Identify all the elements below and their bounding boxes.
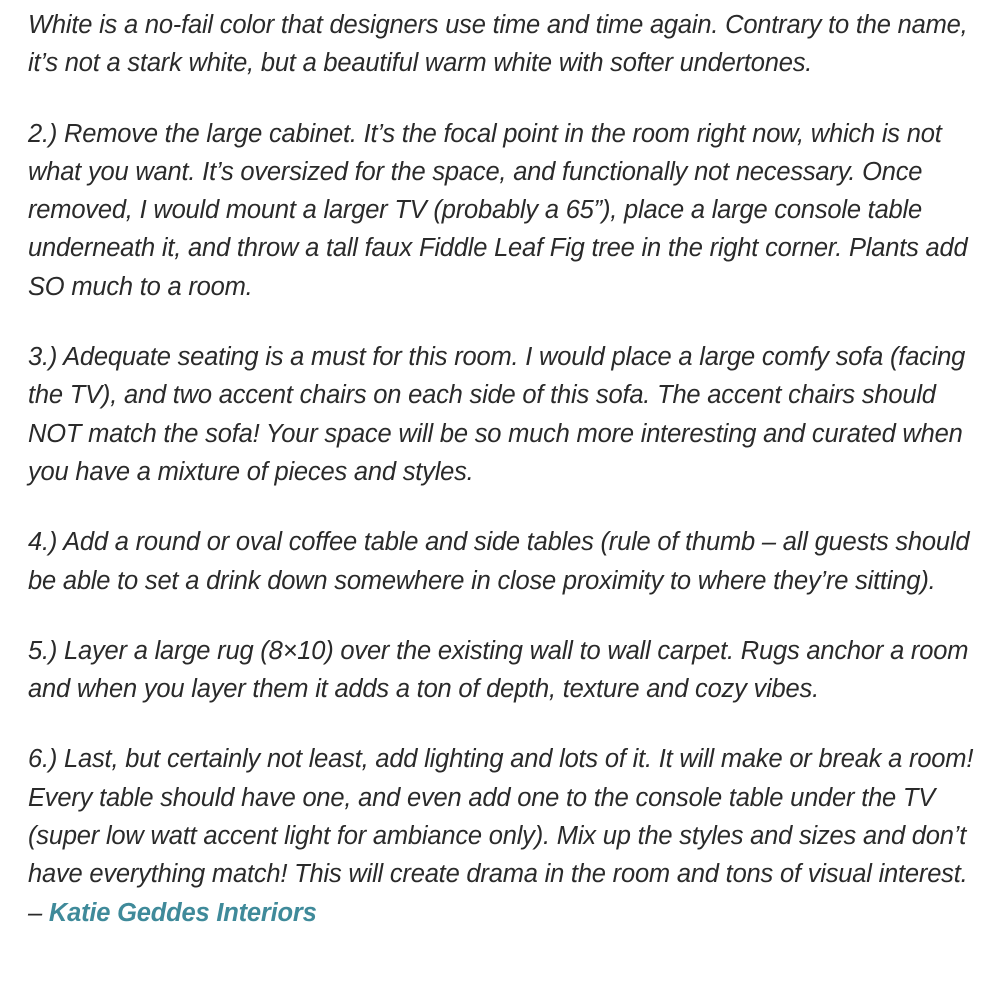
katie-geddes-interiors-link[interactable]: Katie Geddes Interiors <box>48 898 317 927</box>
paragraph-tip-4: 4.) Add a round or oval coffee table and side tables (rule of thumb – all guests should be able to set a drink down somewhere in close proximity to where they’re sitting). <box>28 528 970 595</box>
paragraph-intro: White is a no-fail color that designers use time and time again. Contrary to the name, it’s not a stark white, but a beautiful warm white with softer undertones. <box>28 11 968 78</box>
paragraph-tip-5: 5.) Layer a large rug (8×10) over the existing wall to wall carpet. Rugs anchor a room and when you layer them it adds a ton of depth, texture and cozy vibes. <box>28 636 969 704</box>
article-body <box>28 6 978 932</box>
paragraph-tip-2: 2.) Remove the large cabinet. It’s the focal point in the room right now, which is not what you want. It’s oversized for the space, and functionally not necessary. Once removed, I would mount a larger TV (probably a 65”), place a large console table underneath it, and throw a tall faux Fiddle Leaf Fig tree in the right corner. Plants add SO much to a room. <box>28 119 968 301</box>
paragraph-tip-6 <box>28 740 978 931</box>
paragraph-tip-3: 3.) Adequate seating is a must for this room. I would place a large comfy sofa (facing the TV), and two accent chairs on each side of this sofa. The accent chairs should NOT match the sofa! Your space will be so much more interesting and curated when you have a mixture of pieces and styles. <box>28 343 966 486</box>
paragraph-tip-6-text: 6.) Last, but certainly not least, add lighting and lots of it. It will make or break a room! Every table should have one, and even add one to the console table under the TV (super low watt accent light for ambiance only). Mix up the styles and sizes and don’t have everything match! This will create drama in the room and tons of visual interest. – <box>28 745 974 927</box>
